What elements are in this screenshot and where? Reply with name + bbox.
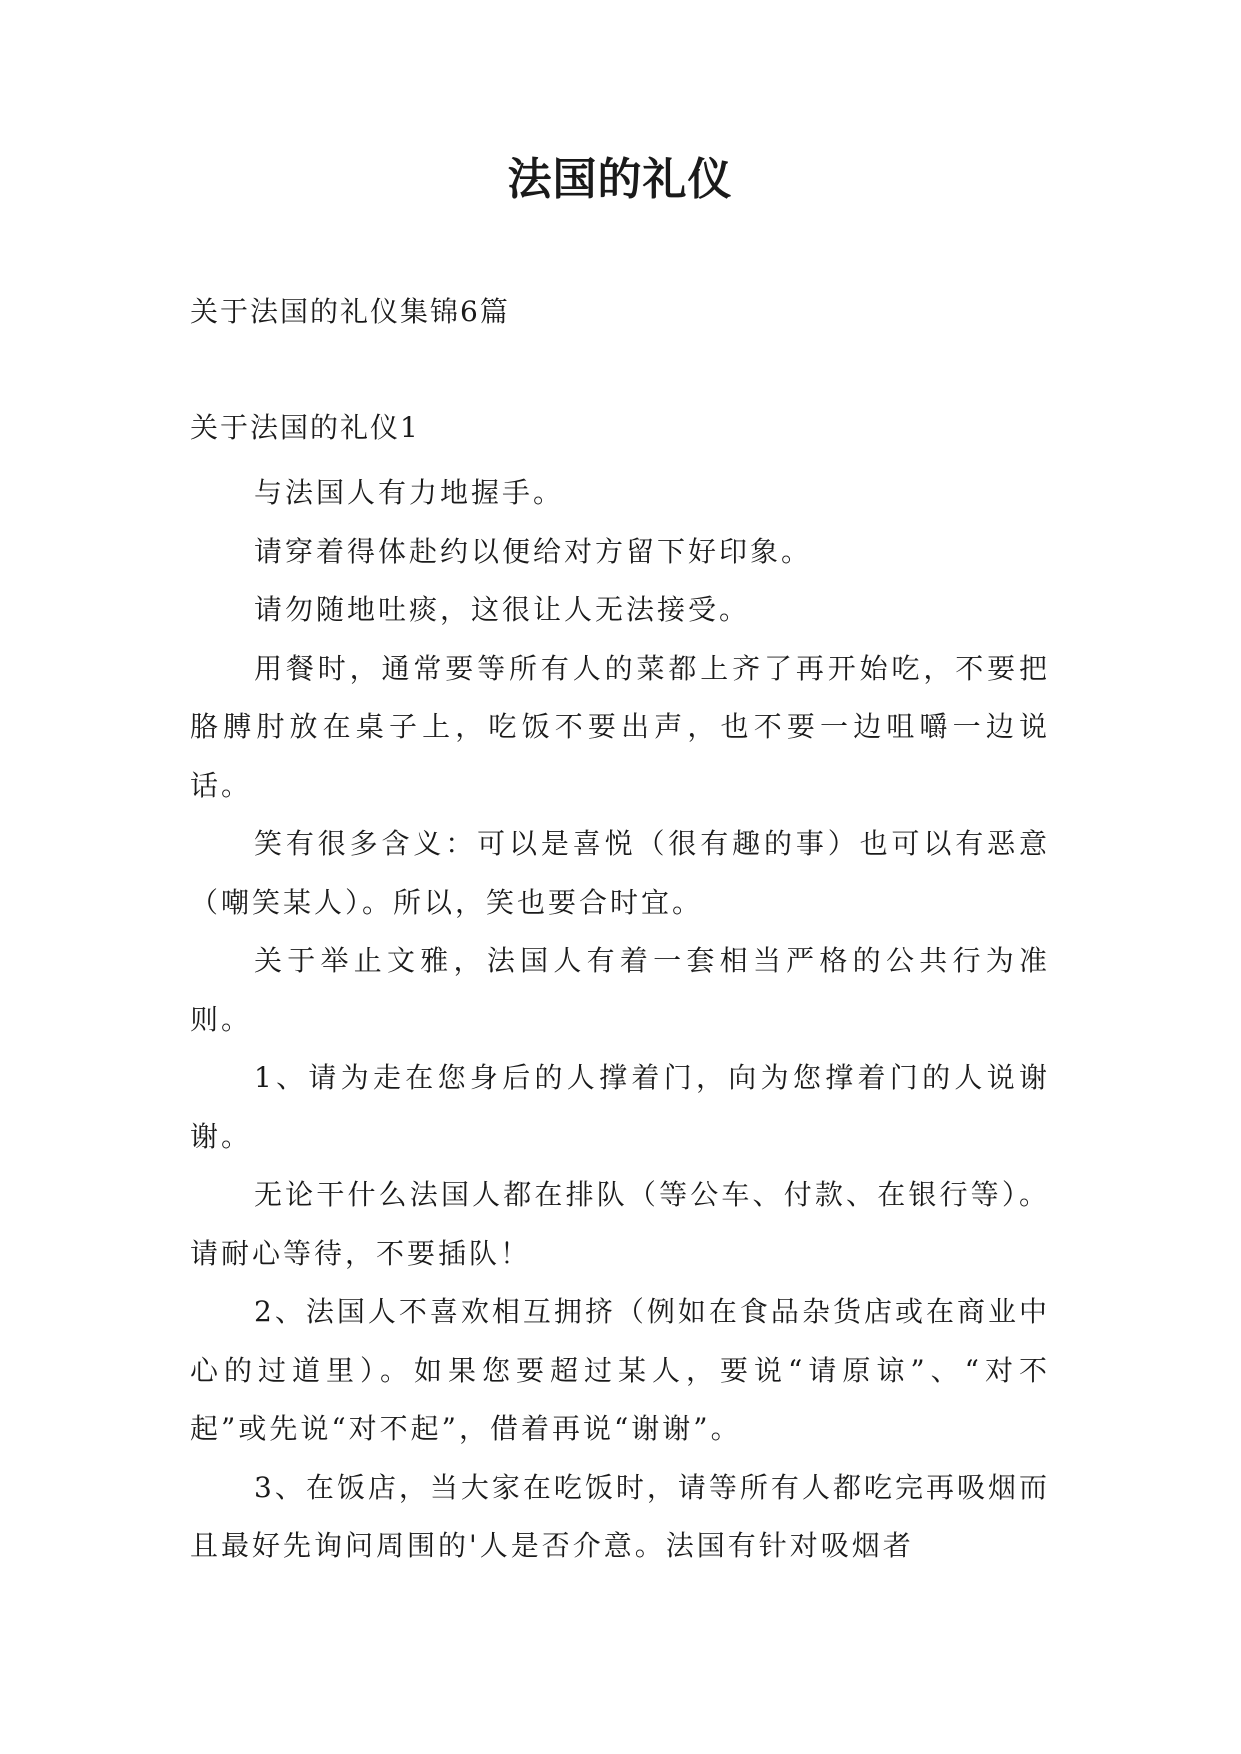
paragraph: 3、在饭店，当大家在吃饭时，请等所有人都吃完再吸烟而且最好先询问周围的'人是否介意。法国有针对吸烟者 <box>190 1470 1050 1562</box>
paragraph: 无论干什么法国人都在排队（等公车、付款、在银行等）。请耐心等待，不要插队！ <box>190 1178 1050 1270</box>
paragraph: 请穿着得体赴约以便给对方留下好印象。 <box>254 534 813 568</box>
document-body <box>190 464 1050 1576</box>
paragraph: 用餐时，通常要等所有人的菜都上齐了再开始吃，不要把胳膊肘放在桌子上，吃饭不要出声，也不要一边咀嚼一边说话。 <box>190 651 1050 802</box>
paragraph: 1、请为走在您身后的人撑着门，向为您撑着门的人说谢谢。 <box>190 1061 1050 1153</box>
paragraph: 2、法国人不喜欢相互拥挤（例如在食品杂货店或在商业中心的过道里）。如果您要超过某人，要说“请原谅”、“对不起”或先说“对不起”，借着再说“谢谢”。 <box>190 1295 1050 1445</box>
paragraph: 与法国人有力地握手。 <box>254 476 565 509</box>
paragraph: 笑有很多含义：可以是喜悦（很有趣的事）也可以有恶意（嘲笑某人）。所以，笑也要合时宜。 <box>190 827 1050 919</box>
document-title: 法国的礼仪 <box>507 154 733 205</box>
paragraph: 请勿随地吐痰，这很让人无法接受。 <box>254 593 751 626</box>
paragraph: 关于举止文雅，法国人有着一套相当严格的公共行为准则。 <box>190 944 1050 1036</box>
document-subtitle: 关于法国的礼仪集锦6篇 <box>190 295 510 328</box>
section-heading: 关于法国的礼仪1 <box>190 411 420 444</box>
